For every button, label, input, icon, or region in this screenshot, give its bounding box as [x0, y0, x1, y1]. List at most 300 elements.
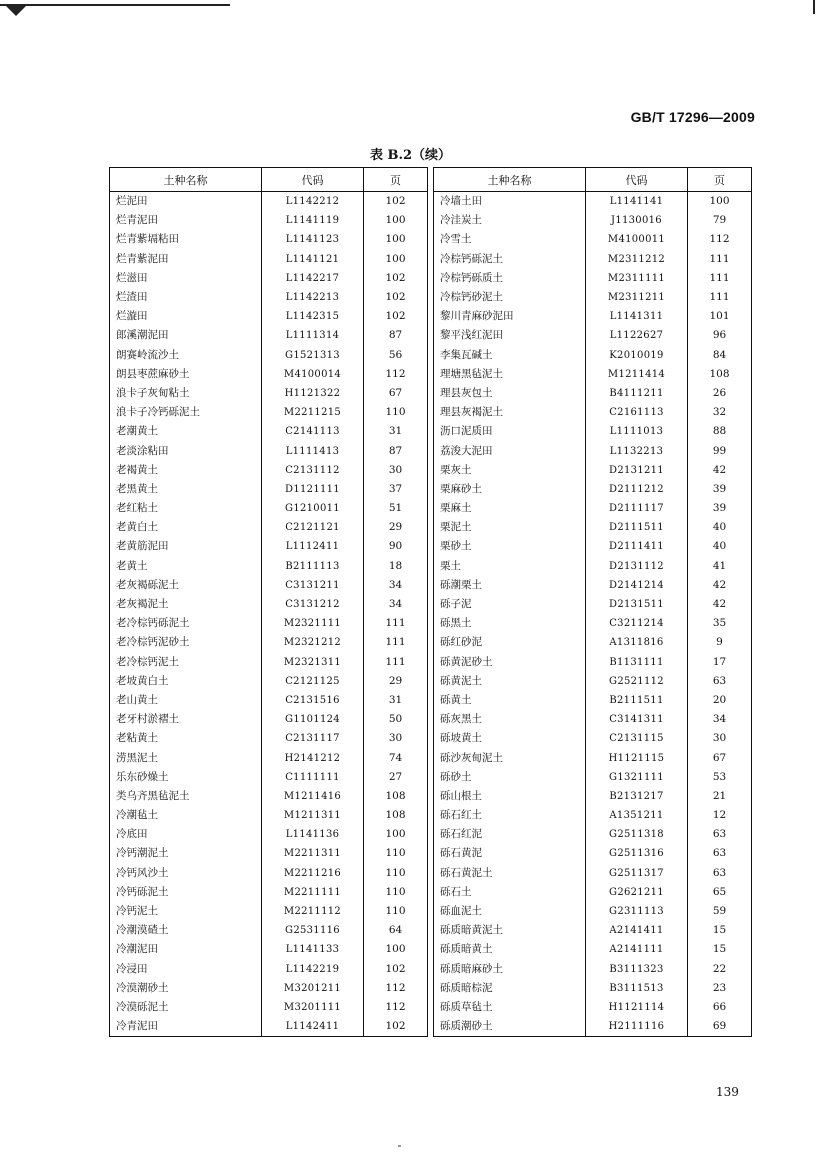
- table-row: [110, 288, 428, 307]
- page-ref-cell: 108: [364, 806, 428, 825]
- page-ref-cell: 108: [688, 365, 752, 384]
- table-row: [434, 269, 752, 288]
- table-caption: 表 B.2（续）: [369, 148, 452, 163]
- page-ref-cell: 102: [364, 307, 428, 326]
- page-ref-cell: 50: [364, 710, 428, 729]
- page-ref-cell: 63: [688, 864, 752, 883]
- page-ref-cell: 87: [364, 326, 428, 345]
- page-ref-cell: 100: [364, 825, 428, 844]
- page-ref-cell: 90: [364, 537, 428, 556]
- page-ref-cell: 102: [364, 960, 428, 979]
- soil-name-cell: 砾质草毡土: [434, 998, 586, 1017]
- soil-code-cell: M2321111: [262, 614, 364, 633]
- soil-code-cell: D2111117: [586, 499, 688, 518]
- soil-code-cell: G1101124: [262, 710, 364, 729]
- page-ref-cell: 100: [364, 211, 428, 230]
- page-ref-cell: 102: [364, 288, 428, 307]
- soil-code-cell: D2111411: [586, 537, 688, 556]
- table-row: [110, 672, 428, 691]
- soil-name-cell: 烂渣田: [110, 288, 262, 307]
- soil-name-cell: 砾质暗棕泥: [434, 979, 586, 998]
- soil-code-cell: B2111511: [586, 691, 688, 710]
- column-header-page: 页: [688, 168, 752, 192]
- page-ref-cell: 39: [688, 499, 752, 518]
- table-row: [434, 326, 752, 345]
- table-row: [434, 595, 752, 614]
- page-ref-cell: 26: [688, 384, 752, 403]
- table-row: [110, 537, 428, 556]
- soil-name-cell: 理县灰褐泥土: [434, 403, 586, 422]
- page-ref-cell: 100: [364, 940, 428, 959]
- table-row: [110, 192, 428, 212]
- soil-name-cell: 冷潮漠碴土: [110, 921, 262, 940]
- table-row: [434, 307, 752, 326]
- soil-code-cell: G2521112: [586, 672, 688, 691]
- page-ref-cell: 34: [364, 595, 428, 614]
- page-ref-cell: 30: [364, 461, 428, 480]
- page-ref-cell: 41: [688, 557, 752, 576]
- soil-code-cell: D2131211: [586, 461, 688, 480]
- table-row: [434, 557, 752, 576]
- page-ref-cell: 100: [364, 230, 428, 249]
- page-ref-cell: 69: [688, 1017, 752, 1037]
- table-row: [434, 403, 752, 422]
- page-ref-cell: 67: [364, 384, 428, 403]
- column-header-code: 代码: [586, 168, 688, 192]
- soil-code-cell: G2511316: [586, 844, 688, 863]
- soil-code-cell: C2141113: [262, 422, 364, 441]
- page-ref-cell: 112: [364, 998, 428, 1017]
- soil-code-cell: K2010019: [586, 346, 688, 365]
- soil-name-cell: 砾质暗黄土: [434, 940, 586, 959]
- page-ref-cell: 23: [688, 979, 752, 998]
- table-row: [110, 1017, 428, 1037]
- soil-code-cell: C2131117: [262, 729, 364, 748]
- soil-code-cell: L1111013: [586, 422, 688, 441]
- table-row: [110, 940, 428, 959]
- table-row: [110, 557, 428, 576]
- table-row: [434, 288, 752, 307]
- soil-code-cell: L1142213: [262, 288, 364, 307]
- soil-name-cell: 砾沙灰甸泥土: [434, 748, 586, 767]
- soil-name-cell: 老黄土: [110, 557, 262, 576]
- soil-name-cell: 砾质暗黄泥土: [434, 921, 586, 940]
- page-ref-cell: 12: [688, 806, 752, 825]
- soil-code-cell: H1121114: [586, 998, 688, 1017]
- table-row: [434, 787, 752, 806]
- table-header-row: [434, 168, 752, 192]
- page-ref-cell: 63: [688, 825, 752, 844]
- soil-code-cell: B4111211: [586, 384, 688, 403]
- page-ref-cell: 42: [688, 576, 752, 595]
- soil-code-cell: M1211311: [262, 806, 364, 825]
- page-ref-cell: 30: [688, 729, 752, 748]
- soil-name-cell: 老坡黄白土: [110, 672, 262, 691]
- scan-speck: [398, 1145, 401, 1147]
- page-ref-cell: 67: [688, 748, 752, 767]
- soil-name-cell: 乐东砂燥土: [110, 768, 262, 787]
- page-ref-cell: 84: [688, 346, 752, 365]
- soil-name-cell: 郎溪潮泥田: [110, 326, 262, 345]
- soil-name-cell: 砾石土: [434, 883, 586, 902]
- table-row: [434, 633, 752, 652]
- table-row: [110, 806, 428, 825]
- table-row: [110, 729, 428, 748]
- soil-name-cell: 老褐黄土: [110, 461, 262, 480]
- soil-code-cell: G1321111: [586, 768, 688, 787]
- soil-name-cell: 冷钙风沙土: [110, 864, 262, 883]
- page-ref-cell: 102: [364, 192, 428, 212]
- column-header-code: 代码: [262, 168, 364, 192]
- soil-code-cell: L1112411: [262, 537, 364, 556]
- soil-code-cell: G1521313: [262, 346, 364, 365]
- page-ref-cell: 20: [688, 691, 752, 710]
- page-ref-cell: 37: [364, 480, 428, 499]
- table-row: [110, 346, 428, 365]
- table-row: [110, 211, 428, 230]
- table-row: [110, 250, 428, 269]
- soil-code-cell: M2211216: [262, 864, 364, 883]
- soil-name-cell: 老潮黄土: [110, 422, 262, 441]
- page-ref-cell: 100: [364, 250, 428, 269]
- table-row: [110, 653, 428, 672]
- table-row: [434, 902, 752, 921]
- soil-code-cell: L1142212: [262, 192, 364, 212]
- soil-name-cell: 砾灰黑土: [434, 710, 586, 729]
- page-ref-cell: 102: [364, 1017, 428, 1037]
- soil-code-cell: M2311111: [586, 269, 688, 288]
- soil-name-cell: 烂青泥田: [110, 211, 262, 230]
- table-row: [110, 768, 428, 787]
- column-header-name: 土种名称: [110, 168, 262, 192]
- soil-name-cell: 砾血泥土: [434, 902, 586, 921]
- soil-name-cell: 冷漠砾泥土: [110, 998, 262, 1017]
- page-ref-cell: 111: [688, 288, 752, 307]
- table-row: [434, 537, 752, 556]
- soil-code-cell: C1111111: [262, 768, 364, 787]
- soil-name-cell: 类乌齐黑毡泥土: [110, 787, 262, 806]
- page-ref-cell: 111: [364, 614, 428, 633]
- soil-name-cell: 老粘黄土: [110, 729, 262, 748]
- page-ref-cell: 29: [364, 672, 428, 691]
- soil-code-cell: C2121125: [262, 672, 364, 691]
- soil-name-cell: 砾红砂泥: [434, 633, 586, 652]
- page-ref-cell: 111: [364, 633, 428, 652]
- soil-code-cell: C3141311: [586, 710, 688, 729]
- page-ref-cell: 9: [688, 633, 752, 652]
- page-ref-cell: 29: [364, 518, 428, 537]
- soil-code-cell: M2211311: [262, 844, 364, 863]
- page-ref-cell: 39: [688, 480, 752, 499]
- soil-name-cell: 老黄筋泥田: [110, 537, 262, 556]
- table-row: [434, 748, 752, 767]
- soil-code-cell: M1211414: [586, 365, 688, 384]
- page-ref-cell: 40: [688, 537, 752, 556]
- page-ref-cell: 31: [364, 422, 428, 441]
- table-row: [434, 825, 752, 844]
- soil-code-cell: L1111413: [262, 441, 364, 460]
- page-ref-cell: 111: [688, 250, 752, 269]
- soil-name-cell: 冷钙泥土: [110, 902, 262, 921]
- page-ref-cell: 99: [688, 441, 752, 460]
- soil-code-cell: G2511317: [586, 864, 688, 883]
- table-row: [434, 844, 752, 863]
- table-row: [434, 346, 752, 365]
- soil-name-cell: 浪卡子灰甸粘土: [110, 384, 262, 403]
- soil-name-cell: 老黑黄土: [110, 480, 262, 499]
- table-row: [110, 921, 428, 940]
- soil-name-cell: 浪卡子冷钙砾泥土: [110, 403, 262, 422]
- soil-name-cell: 砾子泥: [434, 595, 586, 614]
- soil-code-cell: L1142411: [262, 1017, 364, 1037]
- page-ref-cell: 32: [688, 403, 752, 422]
- table-row: [434, 998, 752, 1017]
- soil-name-cell: 冷底田: [110, 825, 262, 844]
- soil-name-cell: 老山黄土: [110, 691, 262, 710]
- table-row: [434, 614, 752, 633]
- table-row: [110, 748, 428, 767]
- soil-code-cell: G2531116: [262, 921, 364, 940]
- soil-code-cell: L1142315: [262, 307, 364, 326]
- page-ref-cell: 42: [688, 595, 752, 614]
- page-ref-cell: 111: [688, 269, 752, 288]
- table-row: [434, 250, 752, 269]
- table-row: [434, 499, 752, 518]
- table-row: [434, 729, 752, 748]
- soil-code-cell: L1141136: [262, 825, 364, 844]
- table-row: [434, 672, 752, 691]
- page-ref-cell: 100: [688, 192, 752, 212]
- soil-name-cell: 冷漠潮砂土: [110, 979, 262, 998]
- soil-name-cell: 李集瓦碱土: [434, 346, 586, 365]
- soil-code-cell: H1121115: [586, 748, 688, 767]
- soil-code-cell: L1132213: [586, 441, 688, 460]
- table-row: [110, 633, 428, 652]
- table-row: [110, 480, 428, 499]
- scan-edge-mark: [0, 0, 230, 12]
- page-ref-cell: 42: [688, 461, 752, 480]
- table-row: [110, 307, 428, 326]
- table-row: [110, 326, 428, 345]
- soil-name-cell: 冷潮泥田: [110, 940, 262, 959]
- soil-code-cell: M4100011: [586, 230, 688, 249]
- soil-code-cell: D2131112: [586, 557, 688, 576]
- page-ref-cell: 31: [364, 691, 428, 710]
- soil-name-cell: 烂青紫塥粘田: [110, 230, 262, 249]
- soil-name-cell: 砾石黄泥土: [434, 864, 586, 883]
- soil-code-cell: L1142219: [262, 960, 364, 979]
- soil-code-cell: L1141123: [262, 230, 364, 249]
- soil-name-cell: 老灰褐砾泥土: [110, 576, 262, 595]
- table-row: [110, 441, 428, 460]
- soil-name-cell: 冷浸田: [110, 960, 262, 979]
- soil-code-cell: M2311212: [586, 250, 688, 269]
- page-number: 139: [716, 1085, 739, 1099]
- soil-name-cell: 冷棕钙砾质土: [434, 269, 586, 288]
- page-ref-cell: 65: [688, 883, 752, 902]
- soil-name-cell: 砾潮栗土: [434, 576, 586, 595]
- soil-name-cell: 栗砂土: [434, 537, 586, 556]
- soil-name-cell: 烂漩田: [110, 307, 262, 326]
- soil-name-cell: 沥口泥质田: [434, 422, 586, 441]
- table-row: [434, 192, 752, 212]
- soil-name-cell: 冷青泥田: [110, 1017, 262, 1037]
- page-ref-cell: 59: [688, 902, 752, 921]
- soil-code-cell: C3211214: [586, 614, 688, 633]
- table-row: [434, 384, 752, 403]
- page-ref-cell: 40: [688, 518, 752, 537]
- soil-name-cell: 栗泥土: [434, 518, 586, 537]
- table-row: [434, 864, 752, 883]
- soil-code-cell: D2131511: [586, 595, 688, 614]
- soil-code-cell: L1141141: [586, 192, 688, 212]
- table-row: [110, 710, 428, 729]
- page-ref-cell: 35: [688, 614, 752, 633]
- page-ref-cell: 15: [688, 940, 752, 959]
- table-row: [434, 441, 752, 460]
- soil-name-cell: 冷墙土田: [434, 192, 586, 212]
- page-ref-cell: 112: [364, 979, 428, 998]
- soil-code-cell: B3111323: [586, 960, 688, 979]
- table-row: [110, 365, 428, 384]
- soil-name-cell: 砾黄土: [434, 691, 586, 710]
- table-row: [434, 979, 752, 998]
- page-ref-cell: 112: [364, 365, 428, 384]
- page-ref-cell: 18: [364, 557, 428, 576]
- soil-code-cell: B2131217: [586, 787, 688, 806]
- soil-code-cell: L1122627: [586, 326, 688, 345]
- table-row: [434, 576, 752, 595]
- soil-name-cell: 荔浚大泥田: [434, 441, 586, 460]
- soil-name-cell: 冷钙砾泥土: [110, 883, 262, 902]
- soil-name-cell: 冷棕钙砾泥土: [434, 250, 586, 269]
- soil-code-cell: L1141119: [262, 211, 364, 230]
- page-ref-cell: 110: [364, 403, 428, 422]
- soil-code-cell: G2621211: [586, 883, 688, 902]
- soil-name-cell: 烂青紫泥田: [110, 250, 262, 269]
- soil-name-cell: 老牙村淤褶土: [110, 710, 262, 729]
- soil-code-cell: H2141212: [262, 748, 364, 767]
- page-ref-cell: 108: [364, 787, 428, 806]
- soil-name-cell: 老黄白土: [110, 518, 262, 537]
- soil-code-cell: A1311816: [586, 633, 688, 652]
- soil-name-cell: 砾黑土: [434, 614, 586, 633]
- page-ref-cell: 110: [364, 844, 428, 863]
- page-ref-cell: 110: [364, 864, 428, 883]
- page-ref-cell: 63: [688, 672, 752, 691]
- page-ref-cell: 27: [364, 768, 428, 787]
- page-ref-cell: 96: [688, 326, 752, 345]
- soil-code-cell: C2131112: [262, 461, 364, 480]
- soil-code-cell: G2511318: [586, 825, 688, 844]
- table-row: [110, 595, 428, 614]
- column-header-name: 土种名称: [434, 168, 586, 192]
- table-row: [110, 576, 428, 595]
- table-row: [434, 1017, 752, 1037]
- soil-code-cell: J1130016: [586, 211, 688, 230]
- soil-code-cell: L1141311: [586, 307, 688, 326]
- table-row: [434, 806, 752, 825]
- soil-code-cell: G1210011: [262, 499, 364, 518]
- table-row: [434, 365, 752, 384]
- soil-code-cell: H2111116: [586, 1017, 688, 1037]
- soil-name-cell: 砾质潮砂土: [434, 1017, 586, 1037]
- soil-code-cell: A2141411: [586, 921, 688, 940]
- soil-code-cell: M2211112: [262, 902, 364, 921]
- soil-code-cell: L1141121: [262, 250, 364, 269]
- soil-name-cell: 烂泥田: [110, 192, 262, 212]
- soil-name-cell: 栗灰土: [434, 461, 586, 480]
- soil-code-cell: B1131111: [586, 653, 688, 672]
- soil-name-cell: 砾砂土: [434, 768, 586, 787]
- table-row: [110, 230, 428, 249]
- soil-name-cell: 砾坡黄土: [434, 729, 586, 748]
- soil-index-table-left: [109, 167, 428, 1037]
- soil-name-cell: 冷雪土: [434, 230, 586, 249]
- soil-name-cell: 冷钙潮泥土: [110, 844, 262, 863]
- soil-code-cell: C2161113: [586, 403, 688, 422]
- page-ref-cell: 112: [688, 230, 752, 249]
- soil-code-cell: D2111212: [586, 480, 688, 499]
- table-row: [110, 461, 428, 480]
- page-ref-cell: 15: [688, 921, 752, 940]
- table-row: [110, 691, 428, 710]
- soil-code-cell: C2131516: [262, 691, 364, 710]
- soil-code-cell: A2141111: [586, 940, 688, 959]
- page-ref-cell: 110: [364, 883, 428, 902]
- table-row: [110, 787, 428, 806]
- standard-code: GB/T 17296—2009: [630, 109, 755, 125]
- soil-code-cell: M2211111: [262, 883, 364, 902]
- column-header-page: 页: [364, 168, 428, 192]
- soil-name-cell: 冷洼炭土: [434, 211, 586, 230]
- page-ref-cell: 87: [364, 441, 428, 460]
- soil-name-cell: 砾石红土: [434, 806, 586, 825]
- soil-name-cell: 栗麻土: [434, 499, 586, 518]
- table-row: [110, 883, 428, 902]
- soil-code-cell: M3201111: [262, 998, 364, 1017]
- page-ref-cell: 56: [364, 346, 428, 365]
- table-row: [110, 825, 428, 844]
- soil-name-cell: 理塘黑毡泥土: [434, 365, 586, 384]
- soil-name-cell: 老红粘土: [110, 499, 262, 518]
- soil-name-cell: 老淡涂粘田: [110, 441, 262, 460]
- page-ref-cell: 21: [688, 787, 752, 806]
- soil-name-cell: 砾石红泥: [434, 825, 586, 844]
- soil-code-cell: A1351211: [586, 806, 688, 825]
- table-row: [434, 230, 752, 249]
- soil-name-cell: 砾质暗麻砂土: [434, 960, 586, 979]
- soil-name-cell: 朗县枣蔗麻砂土: [110, 365, 262, 384]
- table-row: [110, 384, 428, 403]
- soil-name-cell: 朗赛岭流沙土: [110, 346, 262, 365]
- soil-code-cell: C2121121: [262, 518, 364, 537]
- table-row: [434, 480, 752, 499]
- table-row: [110, 998, 428, 1017]
- table-row: [110, 960, 428, 979]
- page-ref-cell: 111: [364, 653, 428, 672]
- scan-edge-tick: [813, 0, 815, 14]
- page-ref-cell: 51: [364, 499, 428, 518]
- soil-code-cell: D2111511: [586, 518, 688, 537]
- soil-name-cell: 老冷棕钙泥土: [110, 653, 262, 672]
- table-row: [110, 902, 428, 921]
- soil-name-cell: 黎平浅红泥田: [434, 326, 586, 345]
- table-row: [110, 518, 428, 537]
- soil-name-cell: 理县灰包土: [434, 384, 586, 403]
- soil-name-cell: 砾山根土: [434, 787, 586, 806]
- soil-code-cell: L1141133: [262, 940, 364, 959]
